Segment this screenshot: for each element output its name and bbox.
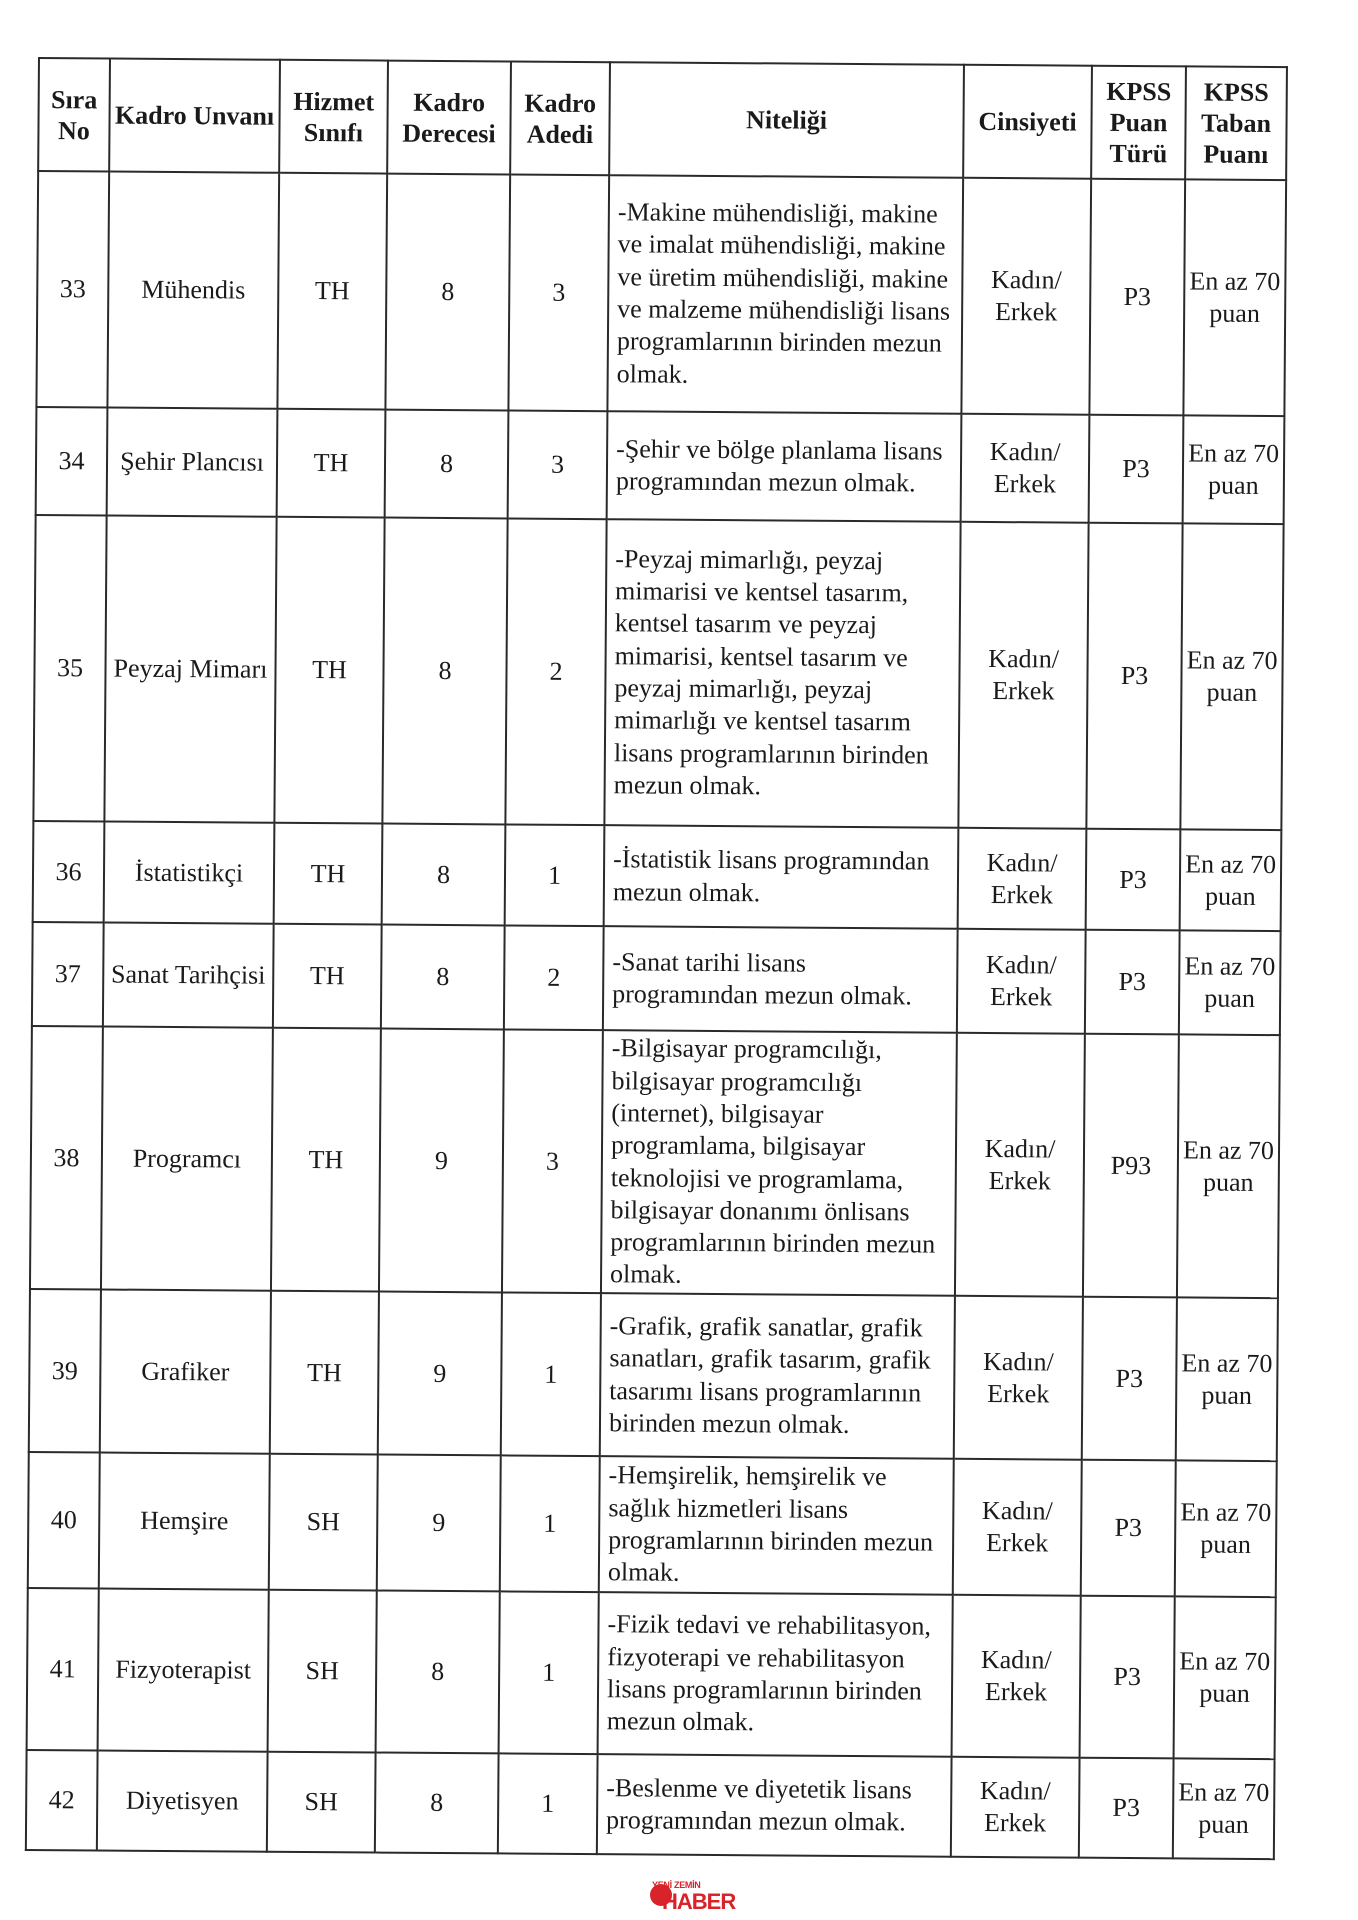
cell-sira: 42 [26,1750,98,1851]
cell-nitelik: -Fizik tedavi ve rehabilitasyon, fizyoterapi ve rehabilitasyon lisans programlarının birinden mezun olmak. [598,1592,953,1757]
header-sira-no: Sıra No [38,58,110,172]
cell-taban-puan: En az 70 puan [1179,930,1281,1035]
cell-derece: 8 [382,518,507,825]
cell-puan-turu: P3 [1085,930,1180,1035]
cell-puan-turu: P3 [1080,1596,1175,1759]
cell-sinif: SH [268,1590,377,1753]
kadro-table [25,57,1288,1860]
cell-nitelik: -İstatistik lisans programından mezun olmak. [604,825,959,929]
cell-sinif: TH [273,924,382,1029]
table-row [27,1588,1276,1759]
cell-adet: 1 [498,1753,598,1854]
cell-unvan: Fizyoterapist [98,1588,269,1751]
cell-derece: 8 [381,925,505,1030]
cell-taban-puan: En az 70 puan [1176,1297,1278,1461]
cell-adet: 2 [505,518,606,825]
cell-unvan: Programcı [101,1027,273,1291]
cell-sinif: TH [277,173,387,410]
cell-cinsiyet: Kadın/ Erkek [952,1595,1081,1758]
cell-taban-puan: En az 70 puan [1173,1758,1275,1859]
cell-unvan: Diyetisyen [97,1750,268,1851]
cell-cinsiyet: Kadın/ Erkek [961,178,1091,415]
cell-cinsiyet: Kadın/ Erkek [954,1296,1083,1460]
cell-nitelik: -Makine mühendisliği, makine ve imalat mühendisliği, makine ve üretim mühendisliği, makine ve malzeme mühendisliği lisans programlarının birinden mezun olmak. [607,175,963,414]
cell-sinif: TH [277,409,386,518]
cell-nitelik: -Grafik, grafik sanatlar, grafik sanatları, grafik tasarım, grafik tasarımı lisans programlarının birinden mezun olmak. [600,1293,955,1459]
header-kpss-puan-turu: KPSS Puan Türü [1091,66,1186,180]
table-row [36,407,1285,524]
cell-cinsiyet: Kadın/ Erkek [957,929,1086,1034]
header-kadro-unvani: Kadro Unvanı [109,59,280,173]
cell-cinsiyet: Kadın/ Erkek [958,522,1088,829]
cell-sinif: TH [271,1028,381,1292]
logo-text-bottom: HABER [662,1889,736,1914]
header-cinsiyeti: Cinsiyeti [963,65,1092,179]
table-row [33,821,1282,931]
cell-puan-turu: P93 [1083,1034,1179,1298]
cell-derece: 8 [375,1753,499,1854]
cell-sinif: SH [267,1752,376,1853]
cell-derece: 8 [385,174,510,411]
table-row [28,1452,1277,1597]
cell-nitelik: -Peyzaj mimarlığı, peyzaj mimarisi ve kentsel tasarım, kentsel tasarım ve peyzaj mimarisi, kentsel tasarım ve peyzaj mimarlığı, peyzaj mimarlığı ve kentsel tasarım lisans programlarının birinden mezun olmak. [604,519,960,828]
cell-derece: 9 [379,1029,504,1293]
cell-sira: 37 [32,922,104,1027]
cell-derece: 9 [378,1292,502,1456]
cell-sira: 33 [36,171,109,408]
table-row [29,1289,1278,1461]
header-kadro-adedi: Kadro Adedi [510,61,610,175]
cell-taban-puan: En az 70 puan [1180,523,1283,830]
cell-unvan: Peyzaj Mimarı [104,516,276,823]
cell-nitelik: -Sanat tarihi lisans programından mezun olmak. [603,926,958,1033]
cell-taban-puan: En az 70 puan [1183,415,1285,524]
cell-puan-turu: P3 [1079,1758,1174,1859]
cell-puan-turu: P3 [1086,523,1182,830]
logo-text-top: YENİ ZEMİN [652,1880,701,1890]
cell-cinsiyet: Kadın/ Erkek [958,828,1087,930]
cell-cinsiyet: Kadın/ Erkek [955,1033,1085,1297]
cell-sinif: TH [274,823,383,925]
header-kpss-taban-puani: KPSS Taban Puanı [1185,66,1287,180]
cell-unvan: Hemşire [99,1452,270,1589]
table-row [32,922,1281,1035]
cell-sinif: TH [270,1291,379,1455]
cell-taban-puan: En az 70 puan [1183,179,1286,416]
cell-sinif: TH [274,517,384,824]
cell-sira: 36 [33,821,105,923]
cell-derece: 8 [376,1591,500,1754]
table-row [33,515,1283,830]
cell-nitelik: -Bilgisayar programcılığı, bilgisayar programcılığı (internet), bilgisayar programlama, bilgisayar teknolojisi ve programlama, bilgisayar donanımı önlisans programlarının birinden mezun olmak. [601,1030,957,1296]
cell-cinsiyet: Kadın/ Erkek [953,1459,1082,1596]
cell-adet: 1 [501,1292,601,1456]
cell-derece: 9 [377,1455,501,1592]
cell-adet: 2 [504,925,604,1030]
cell-taban-puan: En az 70 puan [1175,1460,1277,1597]
cell-cinsiyet: Kadın/ Erkek [951,1757,1080,1858]
cell-sira: 38 [30,1026,103,1290]
cell-adet: 1 [499,1591,599,1754]
cell-sinif: SH [269,1454,378,1591]
table-row [36,171,1286,416]
cell-nitelik: -Şehir ve bölge planlama lisans programından mezun olmak. [607,411,962,522]
cell-sira: 41 [27,1588,99,1751]
header-kadro-derecesi: Kadro Derecesi [387,61,511,175]
cell-taban-puan: En az 70 puan [1180,829,1282,931]
cell-unvan: Şehir Plancısı [107,408,278,517]
cell-unvan: Mühendis [107,172,279,409]
cell-cinsiyet: Kadın/ Erkek [961,414,1090,523]
cell-sira: 39 [29,1289,101,1453]
cell-unvan: İstatistikçi [104,822,275,924]
cell-adet: 1 [500,1455,600,1592]
cell-puan-turu: P3 [1089,179,1185,416]
cell-sira: 40 [28,1452,100,1589]
table-row [26,1750,1275,1859]
cell-taban-puan: En az 70 puan [1174,1596,1276,1759]
header-hizmet-sinifi: Hizmet Sınıfı [279,60,388,174]
table-header-row [38,58,1287,180]
cell-adet: 3 [508,174,609,411]
yenizemin-haber-logo [650,1880,736,1914]
header-niteligi: Niteliği [609,62,964,178]
cell-puan-turu: P3 [1086,829,1181,931]
cell-taban-puan: En az 70 puan [1177,1034,1280,1298]
cell-puan-turu: P3 [1089,415,1184,524]
cell-sira: 35 [33,515,106,822]
cell-derece: 8 [382,824,506,926]
cell-unvan: Grafiker [100,1289,271,1453]
cell-derece: 8 [385,410,509,519]
cell-adet: 3 [502,1029,603,1293]
cell-adet: 1 [505,824,605,926]
cell-puan-turu: P3 [1082,1297,1177,1461]
cell-puan-turu: P3 [1081,1460,1176,1597]
cell-adet: 3 [508,410,608,519]
cell-nitelik: -Beslenme ve diyetetik lisans programından mezun olmak. [597,1754,952,1857]
cell-sira: 34 [36,407,108,516]
cell-unvan: Sanat Tarihçisi [103,923,274,1028]
cell-nitelik: -Hemşirelik, hemşirelik ve sağlık hizmetleri lisans programlarının birinden mezun olmak. [599,1456,954,1595]
table-row [30,1026,1280,1298]
